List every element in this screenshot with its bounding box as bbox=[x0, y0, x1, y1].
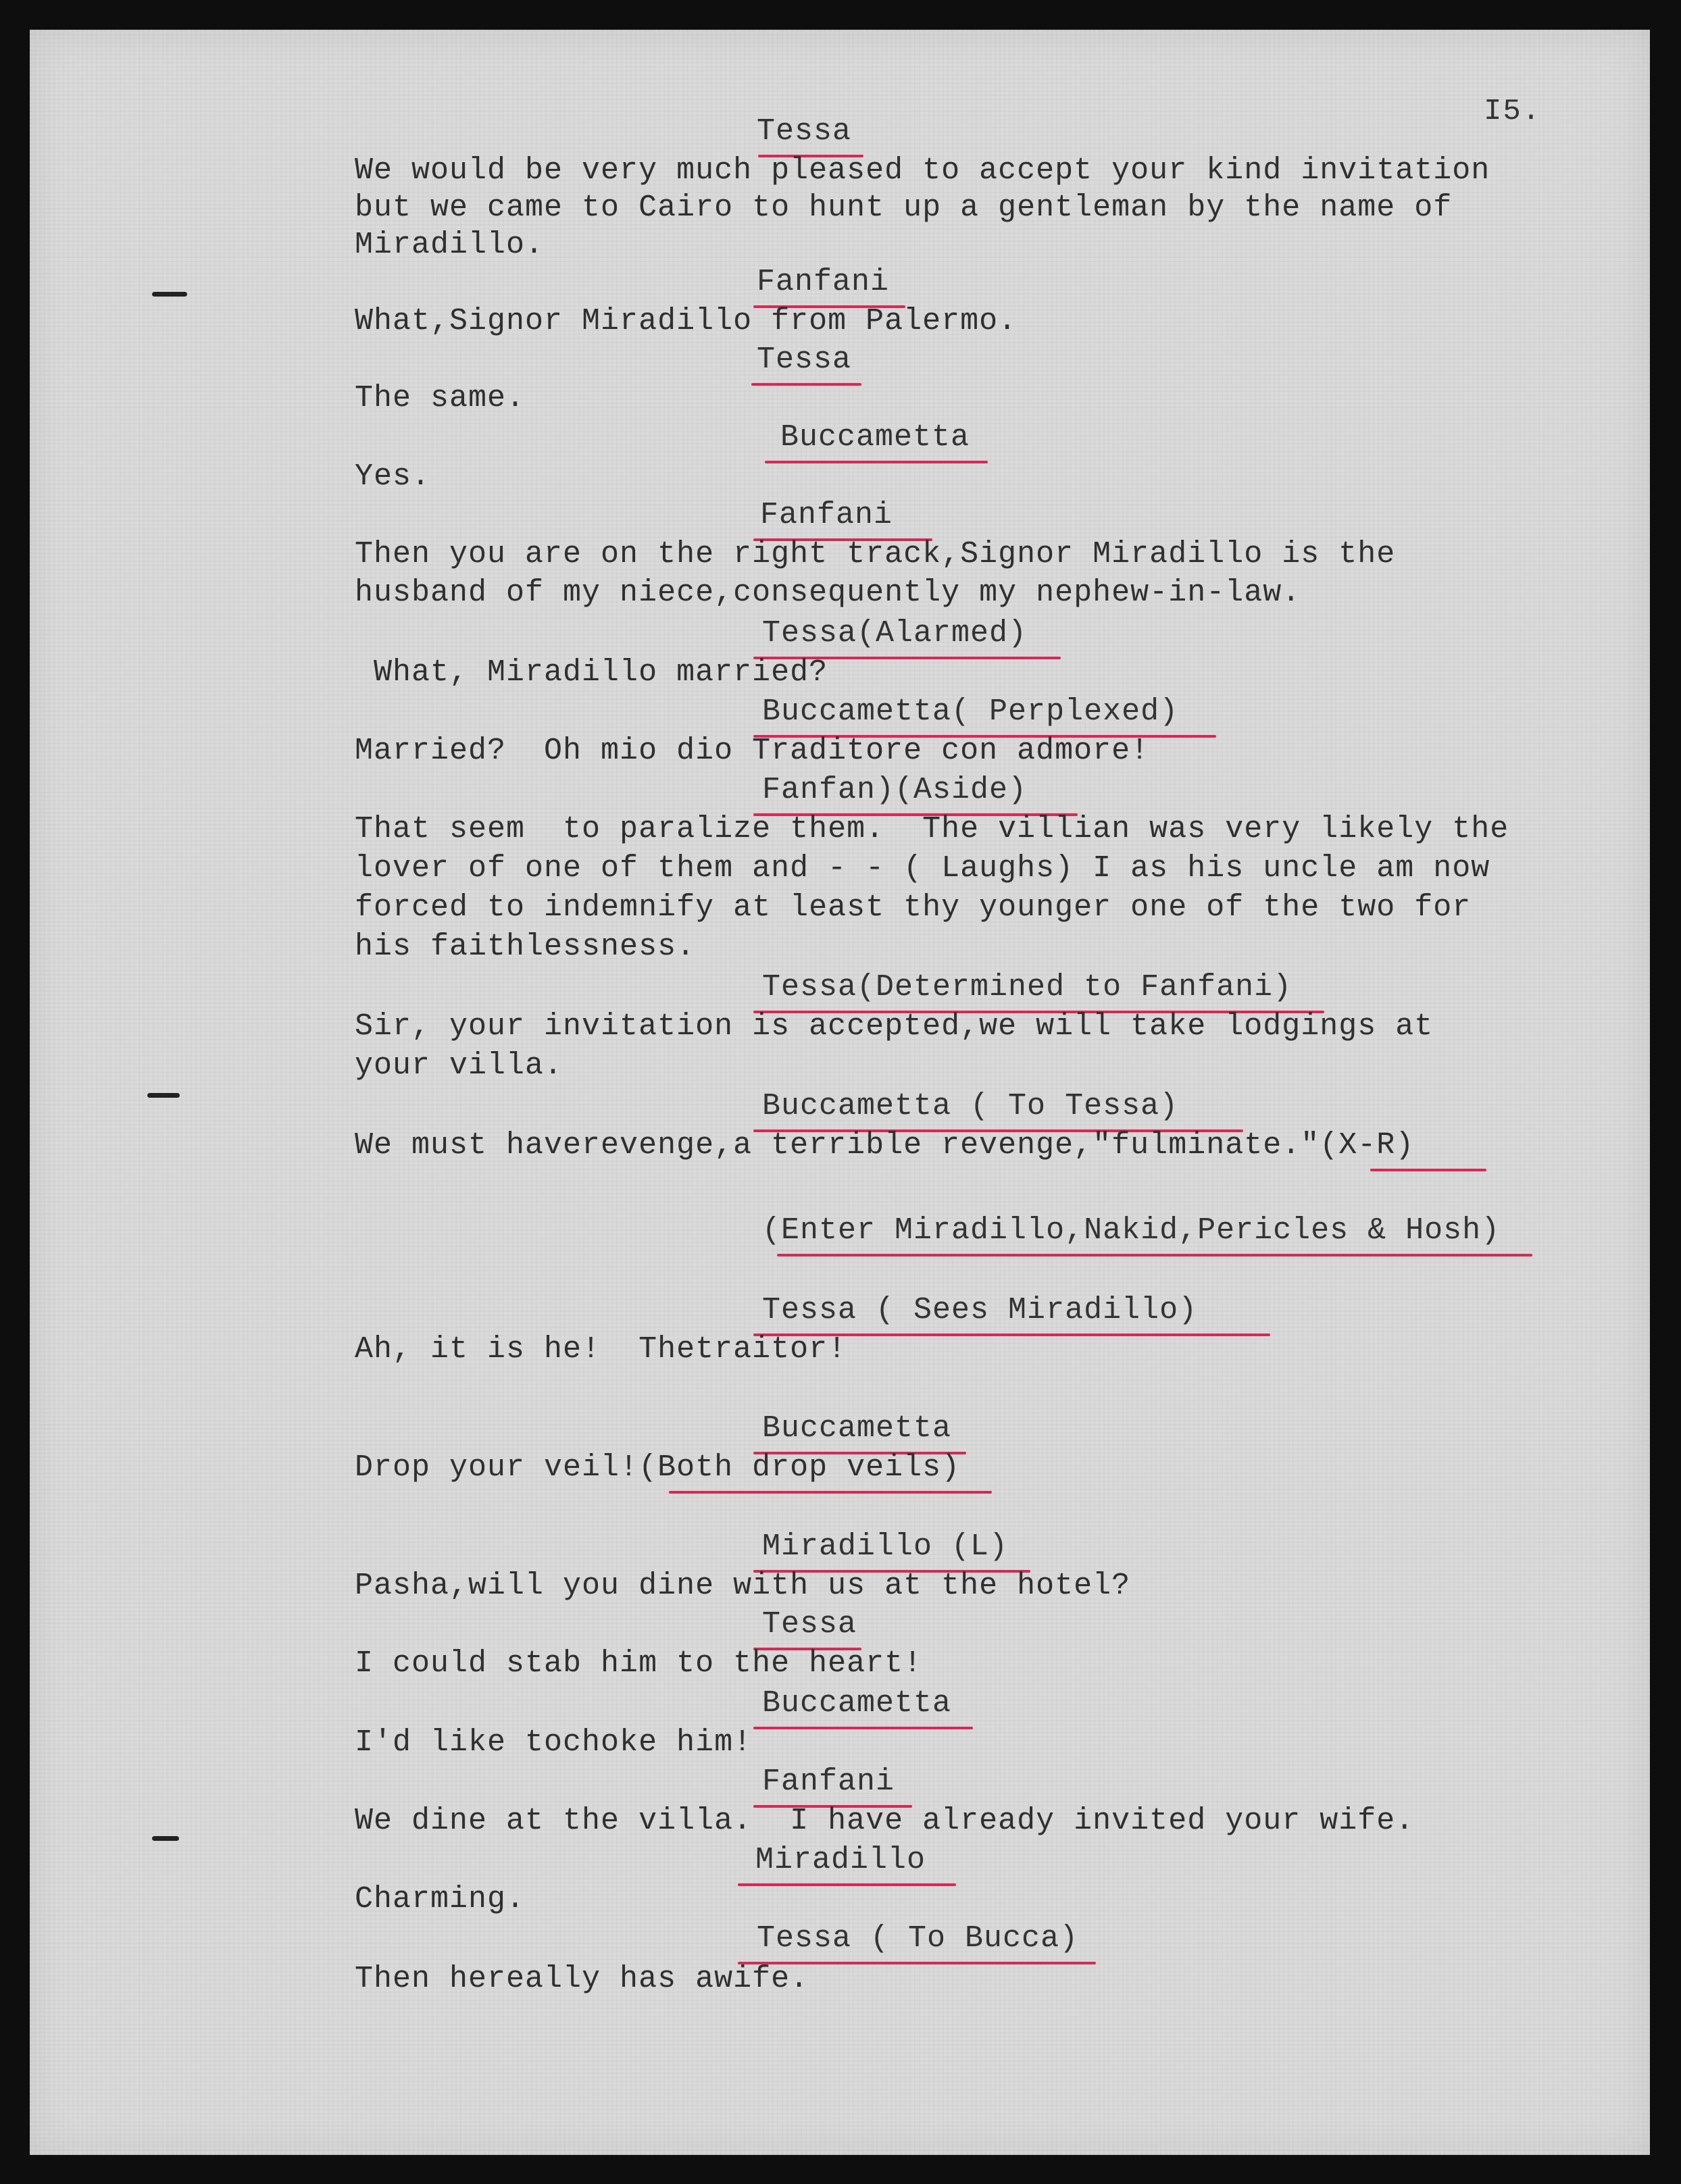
dialogue-line: Yes. bbox=[355, 459, 431, 494]
dialogue-line: Then hereally has awife. bbox=[355, 1962, 809, 1996]
speaker-cue: Tessa ( Sees Miradillo) bbox=[762, 1293, 1198, 1327]
speaker-cue: Buccametta bbox=[780, 420, 970, 455]
speaker-cue: Tessa(Determined to Fanfani) bbox=[762, 970, 1293, 1005]
speaker-cue: Tessa bbox=[762, 1607, 857, 1642]
dialogue-line: husband of my niece,consequently my nephew-in-law. bbox=[355, 576, 1301, 610]
red-underline bbox=[1370, 1169, 1486, 1171]
dialogue-line: but we came to Cairo to hunt up a gentleman by the name of bbox=[355, 191, 1453, 225]
dialogue-line: Pasha,will you dine with us at the hotel? bbox=[355, 1569, 1131, 1603]
speaker-cue: Tessa(Alarmed) bbox=[762, 616, 1028, 651]
speaker-cue: Tessa bbox=[757, 114, 852, 149]
red-underline bbox=[669, 1491, 992, 1494]
dialogue-line: We dine at the villa. I have already invited your wife. bbox=[355, 1804, 1415, 1838]
dialogue-line: What,Signor Miradillo from Palermo. bbox=[355, 304, 1018, 338]
dialogue-line: We would be very much pleased to accept your kind invitation bbox=[355, 153, 1490, 188]
speaker-cue: Tessa ( To Bucca) bbox=[757, 1921, 1079, 1956]
speaker-cue: Miradillo (L) bbox=[762, 1529, 1009, 1564]
dialogue-line: Drop your veil!(Both drop veils) bbox=[355, 1450, 961, 1485]
speaker-cue: Fanfani bbox=[760, 498, 893, 532]
dialogue-line: Sir, your invitation is accepted,we will take lodgings at bbox=[355, 1009, 1434, 1044]
dialogue-line: We must haverevenge,a terrible revenge,"fulminate."(X-R) bbox=[355, 1128, 1415, 1163]
red-underline bbox=[738, 1883, 956, 1886]
red-underline bbox=[777, 1254, 1532, 1256]
speaker-cue: Buccametta( Perplexed) bbox=[762, 694, 1179, 729]
red-underline bbox=[751, 383, 861, 386]
dialogue-line: Married? Oh mio dio Traditore con admore! bbox=[355, 734, 1150, 768]
speaker-cue: Buccametta ( To Tessa) bbox=[762, 1089, 1179, 1123]
dialogue-line: lover of one of them and - - ( Laughs) I as his uncle am now bbox=[355, 851, 1490, 886]
dialogue-line: I could stab him to the heart! bbox=[355, 1646, 923, 1681]
dialogue-line: his faithlessness. bbox=[355, 930, 696, 964]
dialogue-line: That seem to paralize them. The villian was very likely the bbox=[355, 812, 1509, 846]
speaker-cue: Fanfani bbox=[757, 265, 890, 299]
red-underline bbox=[753, 1727, 973, 1729]
dialogue-line: Then you are on the right track,Signor Miradillo is the bbox=[355, 537, 1396, 572]
speaker-cue: Miradillo bbox=[755, 1843, 926, 1877]
dialogue-line: forced to indemnify at least thy younger one of the two for bbox=[355, 890, 1472, 925]
page-number: I5. bbox=[1484, 95, 1542, 128]
dialogue-line: Miradillo. bbox=[355, 228, 545, 262]
dialogue-line: Charming. bbox=[355, 1882, 526, 1916]
speaker-cue: Buccametta bbox=[762, 1411, 952, 1446]
speaker-cue: (Enter Miradillo,Nakid,Pericles & Hosh) bbox=[762, 1213, 1501, 1248]
dialogue-line: I'd like tochoke him! bbox=[355, 1725, 753, 1760]
speaker-cue: Buccametta bbox=[762, 1686, 952, 1721]
speaker-cue: Tessa bbox=[757, 342, 852, 377]
red-underline bbox=[765, 461, 988, 463]
dialogue-line: Ah, it is he! Thetraitor! bbox=[355, 1332, 847, 1367]
dialogue-line: What, Miradillo married? bbox=[355, 655, 828, 690]
speaker-cue: Fanfani bbox=[762, 1764, 895, 1799]
dialogue-line: The same. bbox=[355, 381, 526, 415]
speaker-cue: Fanfan)(Aside) bbox=[762, 773, 1028, 807]
dialogue-line: your villa. bbox=[355, 1048, 563, 1083]
